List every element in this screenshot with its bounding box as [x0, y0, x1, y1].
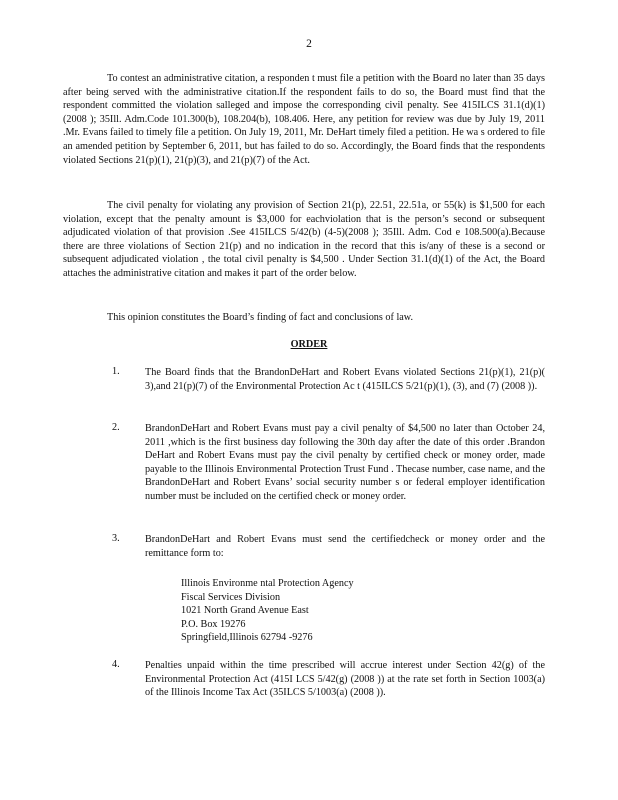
order-item-1-text: The Board finds that the BrandonDeHart and Robert Evans violated Sections 21(p)(1), 21(p)( 3),and 21(p)(7) of the Environmental Protection Ac t (415ILCS 5/21(p)(1), (3), and (7) (2008 )). — [145, 367, 545, 392]
paragraph-petition: To contest an administrative citation, a responden t must file a petition with the Board no later than 35 days after being served with the administrative citation.If the respondent fails to do so, the Board must find that the respondent committed the violation salleged and impose the corresponding civil penalty. See 415ILCS 31.1(d)(1) (2008 ); 35Ill. Adm.Code 101.300(b), 108.204(b), 108.406. Here, any petition for review was due by July 19, 2011 .Mr. Evans failed to timely file a petition. On July 19, 2011, Mr. DeHart timely filed a petition. He wa s ordered to file an amended petition by September 6, 2011, but has failed to do so. Accordingly, the Board finds that the respondents violated Sections 21(p)(1), 21(p)(3), and 21(p)(7) of the Act. — [63, 73, 545, 166]
paragraph-opinion: This opinion constitutes the Board’s finding of fact and conclusions of law. — [107, 312, 414, 323]
order-item-3-number: 3. — [112, 533, 120, 544]
address-line: 1021 North Grand Avenue East — [181, 605, 309, 617]
address-line: Springfield,Illinois 62794 -9276 — [181, 632, 313, 644]
page-number: 2 — [306, 38, 312, 50]
order-heading: ORDER — [290, 339, 328, 350]
address-line: Illinois Environme ntal Protection Agency — [181, 578, 354, 589]
order-item-2-number: 2. — [112, 422, 120, 433]
order-item-3-text: BrandonDeHart and Robert Evans must send the certifiedcheck or money order and the remittance form to: — [145, 534, 545, 559]
order-item-1-number: 1. — [112, 366, 120, 377]
remittance-address — [181, 577, 354, 645]
address-line: Fiscal Services Division — [181, 591, 281, 603]
address-line: P.O. Box 19276 — [181, 618, 246, 630]
order-item-4-number: 4. — [112, 659, 120, 670]
order-item-2-text: BrandonDeHart and Robert Evans must pay a civil penalty of $4,500 no later than October 24, 2011 ,which is the first business day following the 30th day after the date of this order .Brandon DeHart and Robert Evans must pay the civil penalty by certified check or money order, made payable to the Illinois Environmental Protection Trust Fund . Thecase number, case name, and the BrandonDeHart and Robert Evans’ social security number s or federal employer identification number must be included on the certified check or money order. — [145, 423, 545, 502]
order-item-4-text: Penalties unpaid within the time prescribed will accrue interest under Section 42(g) of the Environmental Protection Act (415I LCS 5/42(g) (2008 )) at the rate set forth in Section 1003(a) of the Illinois Income Tax Act (35ILCS 5/1003(a) (2008 )). — [145, 660, 545, 699]
paragraph-civil-penalty: The civil penalty for violating any provision of Section 21(p), 22.51, 22.51a, or 55(k) is $1,500 for each violation, except that the penalty amount is $3,000 for eachviolation that is the person’s second or subsequent adjudicated violation of that provision .See 415ILCS 5/42(b) (4-5)(2008 ); 35Ill. Adm. Cod e 108.500(a).Because there are three violations of Section 21(p) and no indication in the record that this is/any of these is a second or subsequent adjudicated violation , the total civil penalty is $4,500 . Under Section 31.1(d)(1) of the Act, the Board attaches the administrative citation and makes it part of the order below. — [63, 200, 545, 279]
